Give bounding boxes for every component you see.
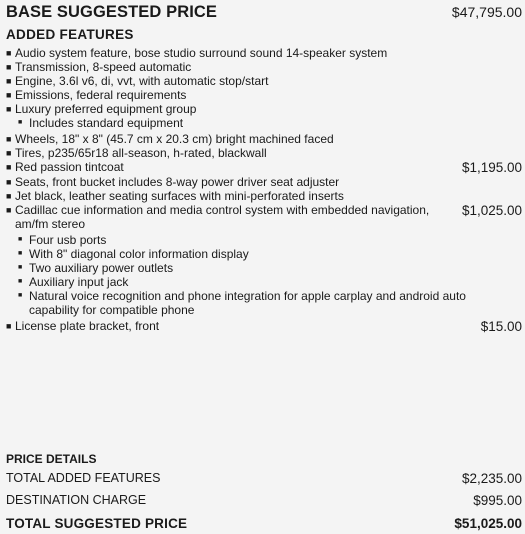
bullet-icon: ■: [6, 177, 12, 187]
feature-sub-item: [6, 261, 522, 275]
destination-charge-row: [6, 489, 522, 511]
base-price-value: $47,795.00: [451, 4, 522, 20]
total-suggested-price-value: $51,025.00: [454, 515, 522, 531]
feature-text: Jet black, leather seating surfaces with mini-perforated inserts: [15, 189, 344, 203]
price-details-title: PRICE DETAILS: [6, 452, 97, 466]
bullet-icon: ■: [6, 48, 12, 58]
bullet-icon: ■: [6, 90, 12, 100]
feature-text: With 8" diagonal color information display: [29, 247, 249, 261]
feature-text: Luxury preferred equipment group: [15, 102, 197, 116]
bullet-icon: ■: [6, 76, 12, 86]
feature-text: Seats, front bucket includes 8-way power driver seat adjuster: [15, 175, 340, 189]
feature-item: [6, 319, 522, 334]
bullet-icon: ■: [6, 162, 12, 172]
feature-item: [6, 189, 522, 203]
feature-sub-item: [6, 116, 522, 130]
feature-item: [6, 175, 522, 189]
total-suggested-price-label: TOTAL SUGGESTED PRICE: [6, 515, 188, 531]
feature-price: $1,025.00: [461, 203, 522, 218]
feature-text: Engine, 3.6l v6, di, vvt, with automatic stop/start: [15, 74, 269, 88]
added-features-list: [6, 46, 522, 334]
total-suggested-price-row: [6, 512, 522, 534]
feature-sub-item: [6, 233, 522, 247]
sub-bullet-icon: ■: [18, 292, 23, 299]
feature-text: Audio system feature, bose studio surround sound 14-speaker system: [15, 46, 388, 60]
sub-bullet-icon: ■: [18, 278, 23, 285]
base-price-label: BASE SUGGESTED PRICE: [6, 2, 218, 21]
bullet-icon: ■: [6, 321, 12, 331]
feature-item: [6, 160, 522, 175]
destination-charge-label: DESTINATION CHARGE: [6, 493, 147, 507]
bullet-icon: ■: [6, 62, 12, 72]
feature-text: Wheels, 18" x 8" (45.7 cm x 20.3 cm) bright machined faced: [15, 132, 334, 146]
feature-item: [6, 74, 522, 88]
sub-bullet-icon: ■: [18, 250, 23, 257]
feature-item: [6, 60, 522, 74]
bullet-icon: ■: [6, 104, 12, 114]
feature-item: [6, 88, 522, 102]
feature-sub-item: [6, 289, 522, 317]
feature-text: Tires, p235/65r18 all-season, h-rated, blackwall: [15, 146, 267, 160]
base-price-row: [6, 1, 522, 23]
destination-charge-value: $995.00: [473, 492, 522, 508]
feature-text: Transmission, 8-speed automatic: [15, 60, 192, 74]
added-features-title: ADDED FEATURES: [6, 27, 134, 42]
price-details: [6, 451, 522, 534]
feature-text: Includes standard equipment: [29, 116, 184, 130]
feature-text: Emissions, federal requirements: [15, 88, 187, 102]
sub-bullet-icon: ■: [18, 119, 23, 126]
feature-text: Cadillac cue information and media control system with embedded navigation, am/fm stereo: [15, 203, 430, 231]
sub-bullet-icon: ■: [18, 236, 23, 243]
feature-price: $15.00: [480, 319, 522, 334]
feature-sub-item: [6, 275, 522, 289]
feature-text: Two auxiliary power outlets: [29, 261, 174, 275]
feature-item: [6, 132, 522, 146]
feature-item: [6, 102, 522, 116]
feature-price: $1,195.00: [461, 160, 522, 175]
feature-text: Auxiliary input jack: [29, 275, 129, 289]
feature-text: Red passion tintcoat: [15, 160, 124, 174]
feature-item: [6, 46, 522, 60]
feature-text: Four usb ports: [29, 233, 107, 247]
total-added-features-label: TOTAL ADDED FEATURES: [6, 471, 161, 485]
bullet-icon: ■: [6, 191, 12, 201]
feature-text: License plate bracket, front: [15, 319, 160, 333]
bullet-icon: ■: [6, 205, 12, 215]
sub-bullet-icon: ■: [18, 264, 23, 271]
feature-item: [6, 203, 522, 231]
bullet-icon: ■: [6, 134, 12, 144]
bullet-icon: ■: [6, 148, 12, 158]
feature-text: Natural voice recognition and phone integration for apple carplay and android auto capability for compatible phone: [29, 289, 466, 317]
total-added-features-row: [6, 467, 522, 489]
total-added-features-value: $2,235.00: [461, 470, 522, 486]
feature-sub-item: [6, 247, 522, 261]
feature-item: [6, 146, 522, 160]
